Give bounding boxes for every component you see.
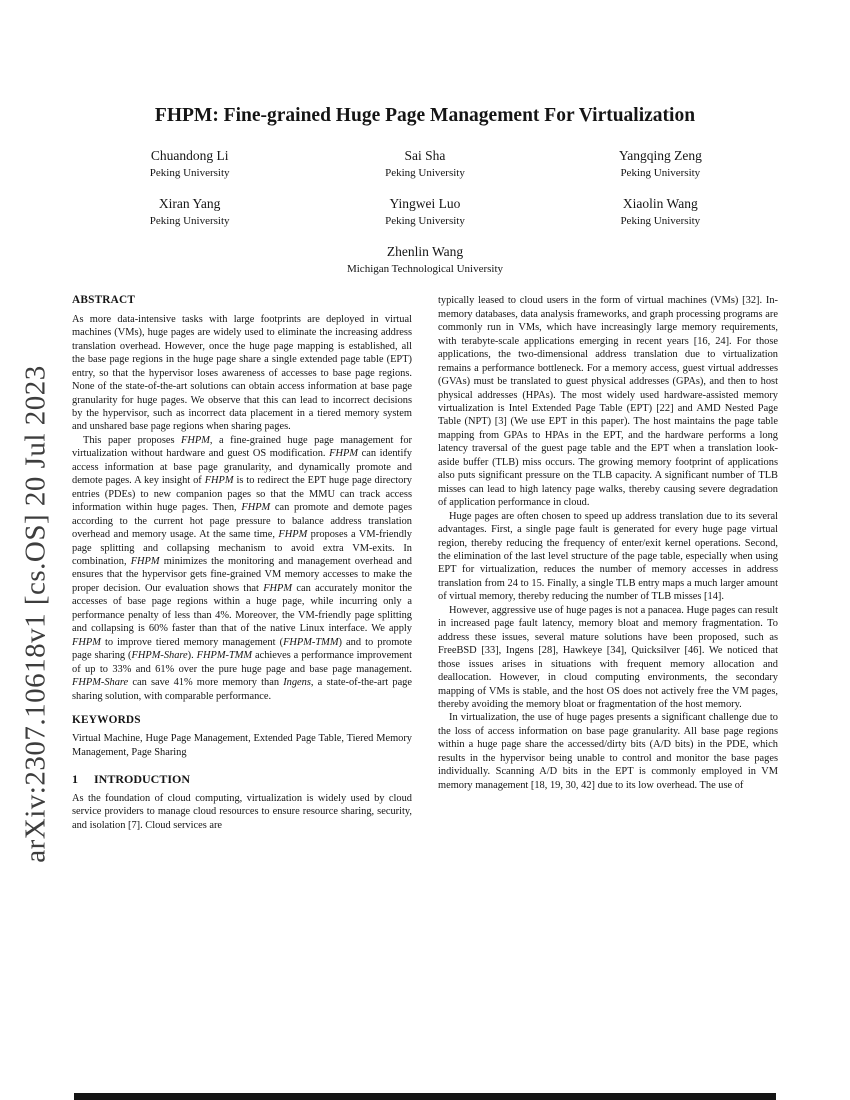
author-affiliation: Peking University	[620, 167, 701, 180]
author	[543, 196, 778, 227]
body-paragraph: Huge pages are often chosen to speed up address translation due to its several advantages. First, a single page fault is generated for every huge page virtual region, thereby reducing the frequency of enter/exit kernel operations. Second, the elimination of the last level structure of the page table, especially when using EPT for virtualization, reduces the number of memory accesses in address translation from 24 to 15. Finally, a single TLB entry maps a much larger amount of virtual memory, thereby reducing the number of TLB misses [14].	[438, 510, 778, 603]
paper-title: FHPM: Fine-grained Huge Page Management For Virtualization	[154, 105, 696, 126]
body-paragraph: In virtualization, the use of huge pages presents a significant challenge due to the loss of access information on base page granularity. All base page regions within a huge page share the accessed/dirty bits (A/D bits) in the PDE, which results in the hypervisor being unable to control and monitor the base pages individually. Scanning A/D bits in the EPT is commonly employed in VM memory management [18, 19, 30, 42] due to its low overhead. The use of	[438, 712, 778, 791]
body-paragraph: However, aggressive use of huge pages is not a panacea. Huge pages can result in increased page fault latency, memory bloat and memory fragmentation. To address these issues, several mature solutions have been proposed, such as FreeBSD [33], Ingens [28], Hawkeye [34], Quicksilver [46]. We noticed that those issues arises in situations with frequent memory allocation and deallocation. However, in cloud computing environments, the secondary mapping of VMs is stable, and the host OS does not actively free the VM pages, thereby avoiding the memory bloat or fragmentation of the host memory.	[438, 604, 778, 710]
keywords-text: Virtual Machine, Huge Page Management, Extended Page Table, Tiered Memory Management, Page Sharing	[72, 733, 412, 758]
body-paragraph: typically leased to cloud users in the form of virtual machines (VMs) [32]. In-memory databases, data analysis frameworks, and graph processing programs are commonly run in VMs, which have increasingly large memory requirements, with terabyte-scale applications emerging in recent years [16, 24]. For those applications, the two-dimensional address translation due to virtualization remains a performance bottleneck. For a memory access, guest virtual addresses (GVAs) must be translated to guest physical addresses (GPAs), and then to host physical addresses (HPAs). The most widely used hardware-assisted memory virtualization is Intel Extended Page Table (EPT) [22] and AMD Nested Page Table (NPT) [3] (We use EPT in this paper). The host maintains the page table mapping from GPAs to HPAs in the EPT, and the hardware performs a long latency traversal of the guest page table and the EPT when a translation look-aside buffer (TLB) miss occurs. The growing memory footprint of applications also puts significant pressure on the TLB capacity. A significant number of TLB misses can lead to high latency page walks, thereby causing severe degradation of application performance in cloud.	[438, 295, 778, 509]
section-heading-introduction	[72, 773, 412, 786]
abstract-heading: ABSTRACT	[72, 294, 136, 307]
author-affiliation: Peking University	[385, 215, 465, 228]
author-affiliation: Peking University	[149, 215, 230, 228]
abstract-paragraph: This paper proposes FHPM, a fine-grained huge page management for virtualization without hardware and guest OS modification. FHPM can identify access information at base page granularity, and dynamically promote and demote pages. A key insight of FHPM is to redirect the EPT huge page directory entries (PDEs) to new companion pages so that the MMU can track access information within huge pages. Then, FHPM can promote and demote pages according to the current hot page pressure to balance address translation overhead and memory usage. At the same time, FHPM proposes a VM-friendly page splitting and collapsing mechanism to avoid extra VM-exits. In combination, FHPM minimizes the monitoring and management overhead and ensures that the hypervisor gets fine-grained VM memory accesses to make the proper decision. Our evaluation shows that FHPM can accurately monitor the accesses of base page regions within a huge page, while incurring only a performance penalty of less than 4%. Moreover, the VM-friendly page splitting and collapsing is 60% faster than that of the native Linux interface. We apply FHPM to improve tiered memory management (FHPM-TMM) and to promote page sharing (FHPM-Share). FHPM-TMM achieves a performance improvement of up to 33% and 61% over the pure huge page and base page management. FHPM-Share can save 41% more memory than Ingens, a state-of-the-art page sharing solution, with comparable performance.	[72, 434, 413, 702]
author	[307, 196, 542, 227]
right-column	[438, 294, 778, 832]
author	[543, 148, 778, 179]
next-page-edge-bar	[74, 1093, 776, 1100]
keywords-heading: KEYWORDS	[72, 713, 141, 726]
author-name: Yangqing Zeng	[618, 148, 702, 164]
arxiv-watermark: arXiv:2307.10618v1 [cs.OS] 20 Jul 2023	[19, 365, 52, 863]
left-column	[72, 294, 412, 832]
paper-content	[72, 0, 778, 832]
author	[72, 148, 307, 179]
author-name: Xiran Yang	[158, 196, 221, 212]
author-name: Yingwei Luo	[389, 196, 461, 212]
introduction-paragraph: As the foundation of cloud computing, virtualization is widely used by cloud service providers to manage cloud resources to ensure resource sharing, security, and isolation [7]. Cloud services are	[72, 792, 412, 831]
author-affiliation: Peking University	[620, 215, 701, 228]
author-affiliation: Peking University	[149, 167, 230, 180]
author-name: Sai Sha	[404, 148, 446, 164]
author-block	[72, 148, 778, 275]
author-affiliation: Peking University	[385, 167, 465, 180]
author-name: Xiaolin Wang	[622, 196, 698, 212]
author-affiliation: Michigan Technological University	[346, 263, 504, 276]
author-name: Zhenlin Wang	[386, 244, 464, 260]
author	[72, 196, 307, 227]
author	[72, 244, 778, 275]
author-name: Chuandong Li	[150, 148, 229, 164]
body-columns	[72, 294, 778, 832]
section-label: INTRODUCTION	[94, 772, 191, 787]
abstract-paragraph: As more data-intensive tasks with large footprints are deployed in virtual machines (VMs), huge pages are widely used to eliminate the increasing address translation overhead. However, once the huge page mapping is established, all the base page regions in the huge page share a single extended page table (EPT) entry, so that the hypervisor loses awareness of accesses to base page regions. None of the state-of-the-art solutions can obtain access information at base page granularity for huge pages. We observe that this can lead to incorrect decisions by the hypervisor, such as incorrect data placement in a tiered memory system and unshared base page regions when sharing pages.	[72, 313, 412, 433]
author	[307, 148, 542, 179]
section-number: 1	[72, 772, 78, 787]
